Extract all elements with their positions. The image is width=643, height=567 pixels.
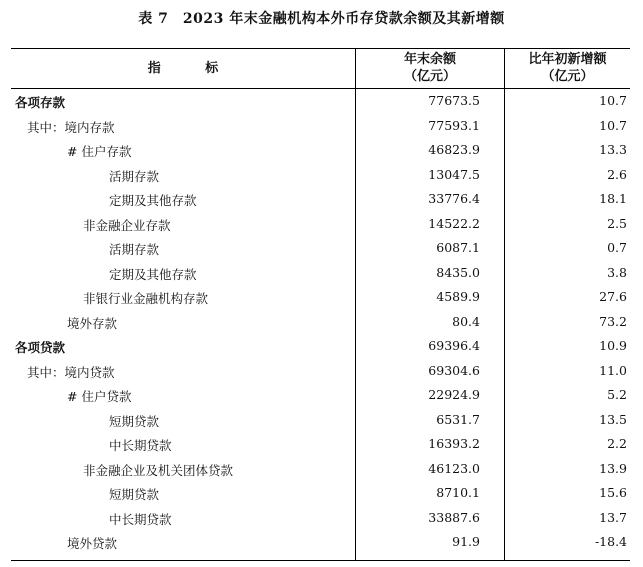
row-increase: 13.5 xyxy=(599,411,627,427)
row-increase: -18.4 xyxy=(594,534,627,549)
row-label: # 住户存款 xyxy=(67,144,132,159)
row-balance: 8435.0 xyxy=(436,264,480,280)
row-balance: 69396.4 xyxy=(428,338,480,353)
row-increase: 10.7 xyxy=(599,117,627,133)
row-increase: 3.8 xyxy=(607,264,627,280)
row-balance: 46123.0 xyxy=(428,460,480,476)
row-increase: 5.2 xyxy=(607,387,627,402)
table-row xyxy=(11,163,630,188)
row-increase: 15.6 xyxy=(599,485,627,500)
row-label: 其中：境内贷款 xyxy=(27,364,115,380)
header-balance-unit: （亿元） xyxy=(403,69,456,84)
row-balance: 69304.6 xyxy=(428,362,480,378)
row-increase: 2.5 xyxy=(607,215,627,231)
table-row xyxy=(11,89,630,114)
row-label: 其中：境内存款 xyxy=(27,119,115,135)
table-row xyxy=(11,138,630,163)
row-balance: 6087.1 xyxy=(436,240,480,255)
table-row xyxy=(11,261,630,286)
row-label: 短期贷款 xyxy=(109,413,160,429)
row-label: 非银行业金融机构存款 xyxy=(83,291,209,306)
row-increase: 0.7 xyxy=(607,240,627,255)
row-increase: 13.3 xyxy=(599,142,627,157)
row-label: 各项存款 xyxy=(15,95,66,110)
table-body xyxy=(11,89,630,555)
row-label: 境外贷款 xyxy=(67,536,118,551)
row-increase: 27.6 xyxy=(599,289,627,304)
row-label: # 住户贷款 xyxy=(67,389,132,404)
row-increase: 10.9 xyxy=(599,338,627,353)
table-row xyxy=(11,212,630,237)
table-row xyxy=(11,187,630,212)
row-label: 中长期贷款 xyxy=(109,511,172,527)
table-row xyxy=(11,359,630,384)
row-balance: 91.9 xyxy=(452,534,480,549)
table-row xyxy=(11,285,630,310)
row-label: 活期存款 xyxy=(109,242,160,257)
table-row xyxy=(11,310,630,335)
table-row xyxy=(11,481,630,506)
row-increase: 13.9 xyxy=(599,460,627,476)
row-balance: 13047.5 xyxy=(428,166,480,182)
row-increase: 73.2 xyxy=(599,313,627,329)
table-title: 表 7 2023 年末金融机构本外币存贷款余额及其新增额 xyxy=(138,11,505,27)
table-row xyxy=(11,506,630,531)
row-balance: 14522.2 xyxy=(428,215,480,231)
row-label: 定期及其他存款 xyxy=(109,193,197,208)
table-row xyxy=(11,457,630,482)
table-row xyxy=(11,530,630,555)
row-label: 境外存款 xyxy=(67,315,118,331)
row-balance: 33887.6 xyxy=(428,509,480,525)
table-row xyxy=(11,334,630,359)
row-balance: 80.4 xyxy=(452,313,480,329)
table-row xyxy=(11,408,630,433)
row-balance: 22924.9 xyxy=(428,387,480,402)
table-bottom-rule xyxy=(11,560,630,561)
row-label: 短期贷款 xyxy=(109,487,160,502)
row-balance: 6531.7 xyxy=(436,411,480,427)
row-increase: 18.1 xyxy=(599,191,627,206)
row-increase: 2.6 xyxy=(607,166,627,182)
row-increase: 13.7 xyxy=(599,509,627,525)
table-row xyxy=(11,236,630,261)
header-increase xyxy=(505,48,630,88)
header-year-end-balance xyxy=(356,48,504,88)
row-balance: 8710.1 xyxy=(436,485,480,500)
row-label: 各项贷款 xyxy=(15,340,66,355)
row-label: 非金融企业存款 xyxy=(83,217,171,233)
header-indicator: 指 标 xyxy=(147,60,239,76)
header-increase-label: 比年初新增额 xyxy=(528,52,607,67)
table-row xyxy=(11,383,630,408)
row-balance: 46823.9 xyxy=(428,142,480,157)
table-row xyxy=(11,114,630,139)
row-label: 非金融企业及机关团体贷款 xyxy=(83,462,234,478)
row-balance: 77673.5 xyxy=(428,93,480,108)
row-balance: 4589.9 xyxy=(436,289,480,304)
row-balance: 33776.4 xyxy=(428,191,480,206)
header-balance-label: 年末余额 xyxy=(403,52,456,67)
row-label: 活期存款 xyxy=(109,168,160,184)
row-label: 中长期贷款 xyxy=(109,438,172,453)
row-increase: 2.2 xyxy=(607,436,627,451)
row-balance: 16393.2 xyxy=(428,436,480,451)
header-increase-unit: （亿元） xyxy=(541,69,594,84)
row-increase: 11.0 xyxy=(599,362,627,378)
row-balance: 77593.1 xyxy=(428,117,480,133)
row-label: 定期及其他存款 xyxy=(109,266,197,282)
table-row xyxy=(11,432,630,457)
row-increase: 10.7 xyxy=(599,93,627,108)
